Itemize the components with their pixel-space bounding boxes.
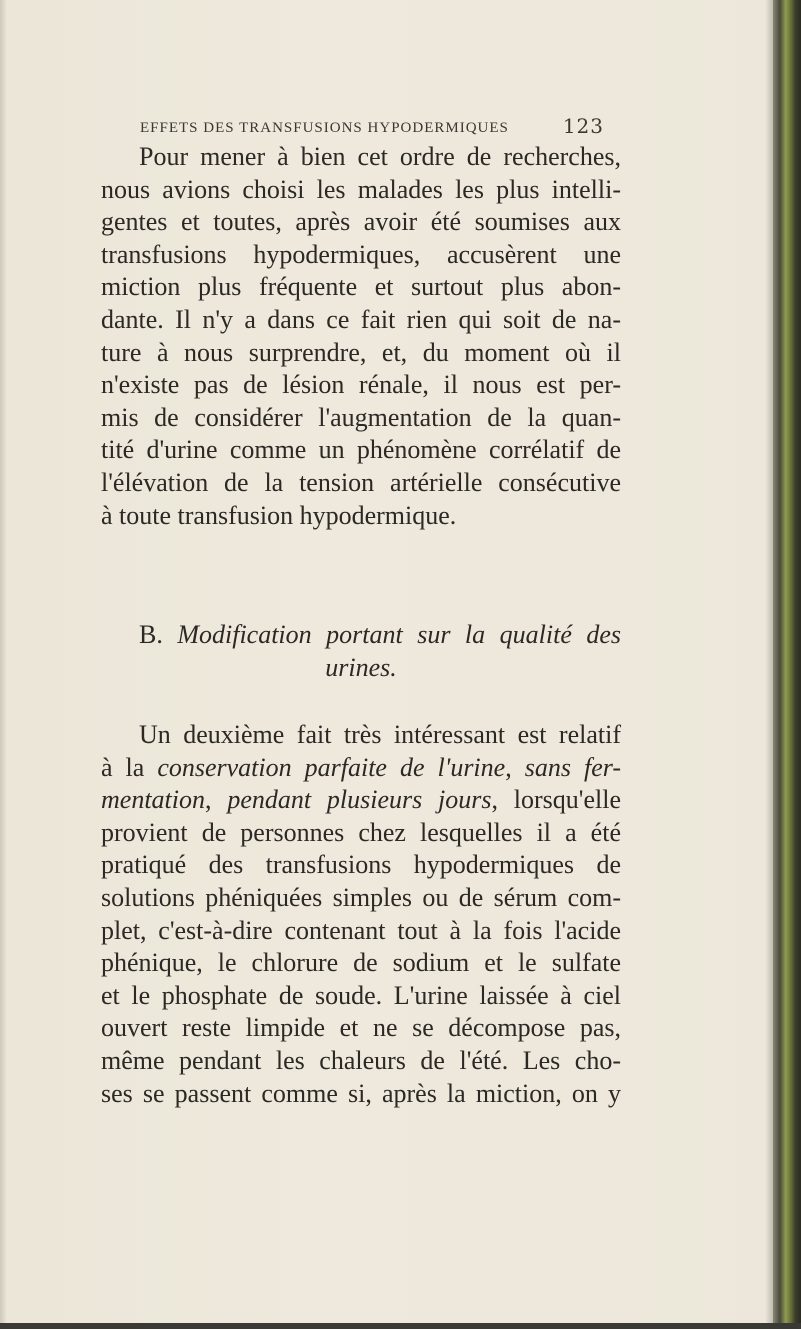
paragraph-1	[101, 141, 621, 532]
text-run: , lorsqu'elle	[491, 785, 621, 815]
text-line: transfusions hypodermiques, accusèrent une	[101, 239, 621, 269]
emphasis-run: sans fer-	[524, 752, 621, 782]
emphasis-run: mentation	[101, 785, 205, 815]
text-run: à la	[101, 752, 158, 782]
text-line: ture à nous surprendre, et, du moment où il	[101, 337, 621, 367]
text-line: gentes et toutes, après avoir été soumises aux	[101, 207, 621, 237]
text-line: ses se passent comme si, après la miction, on y	[101, 1078, 621, 1108]
text-run: ,	[205, 785, 228, 815]
text-line: à toute transfusion hypodermique.	[101, 500, 457, 530]
text-line	[101, 752, 621, 785]
page-number: 123	[562, 114, 604, 138]
section-heading	[101, 619, 621, 684]
text-line: n'existe pas de lésion rénale, il nous est per-	[101, 370, 621, 400]
text-line: Pour mener à bien cet ordre de recherches,	[139, 142, 621, 171]
book-spine-edge	[773, 0, 801, 1329]
text-line	[101, 784, 621, 817]
heading-line	[101, 619, 621, 652]
heading-title: Modification portant sur la qualité des	[177, 620, 622, 649]
running-header	[140, 114, 604, 138]
text-line: provient de personnes chez lesquelles il a été	[101, 817, 621, 847]
emphasis-run: conservation parfaite de l'urine	[157, 752, 506, 782]
heading-letter: B.	[139, 620, 163, 649]
emphasis-run: pendant plusieurs jours	[227, 785, 492, 815]
text-line: Un deuxième fait très intéressant est relatif	[139, 720, 621, 749]
text-line: solutions phéniquées simples ou de sérum com-	[101, 882, 621, 912]
page-fold-shadow	[765, 0, 773, 1329]
text-line: même pendant les chaleurs de l'été. Les cho-	[101, 1045, 621, 1075]
text-line: mis de considérer l'augmentation de la quan-	[101, 402, 621, 432]
text-line: l'élévation de la tension artérielle consécutive	[101, 467, 621, 497]
text-line: phénique, le chlorure de sodium et le sulfate	[101, 948, 621, 978]
paragraph-2	[101, 719, 621, 1110]
text-run: ,	[505, 752, 525, 782]
text-line: plet, c'est-à-dire contenant tout à la fois l'acide	[101, 915, 621, 945]
running-title: EFFETS DES TRANSFUSIONS HYPODERMIQUES	[140, 120, 509, 136]
page-bottom-edge	[0, 1323, 801, 1329]
text-line: et le phosphate de soude. L'urine laissée à ciel	[101, 980, 621, 1010]
text-line: nous avions choisi les malades les plus intelli-	[101, 174, 621, 204]
text-line: dante. Il n'y a dans ce fait rien qui soit de na-	[101, 304, 621, 334]
text-line: pratiqué des transfusions hypodermiques de	[101, 850, 621, 880]
heading-line	[101, 652, 621, 685]
heading-title-cont: urines.	[325, 652, 397, 682]
text-line: tité d'urine comme un phénomène corrélatif de	[101, 435, 621, 465]
page-left-edge	[0, 0, 6, 1329]
text-line: miction plus fréquente et surtout plus abon-	[101, 272, 621, 302]
text-line: ouvert reste limpide et ne se décompose pas,	[101, 1013, 621, 1043]
